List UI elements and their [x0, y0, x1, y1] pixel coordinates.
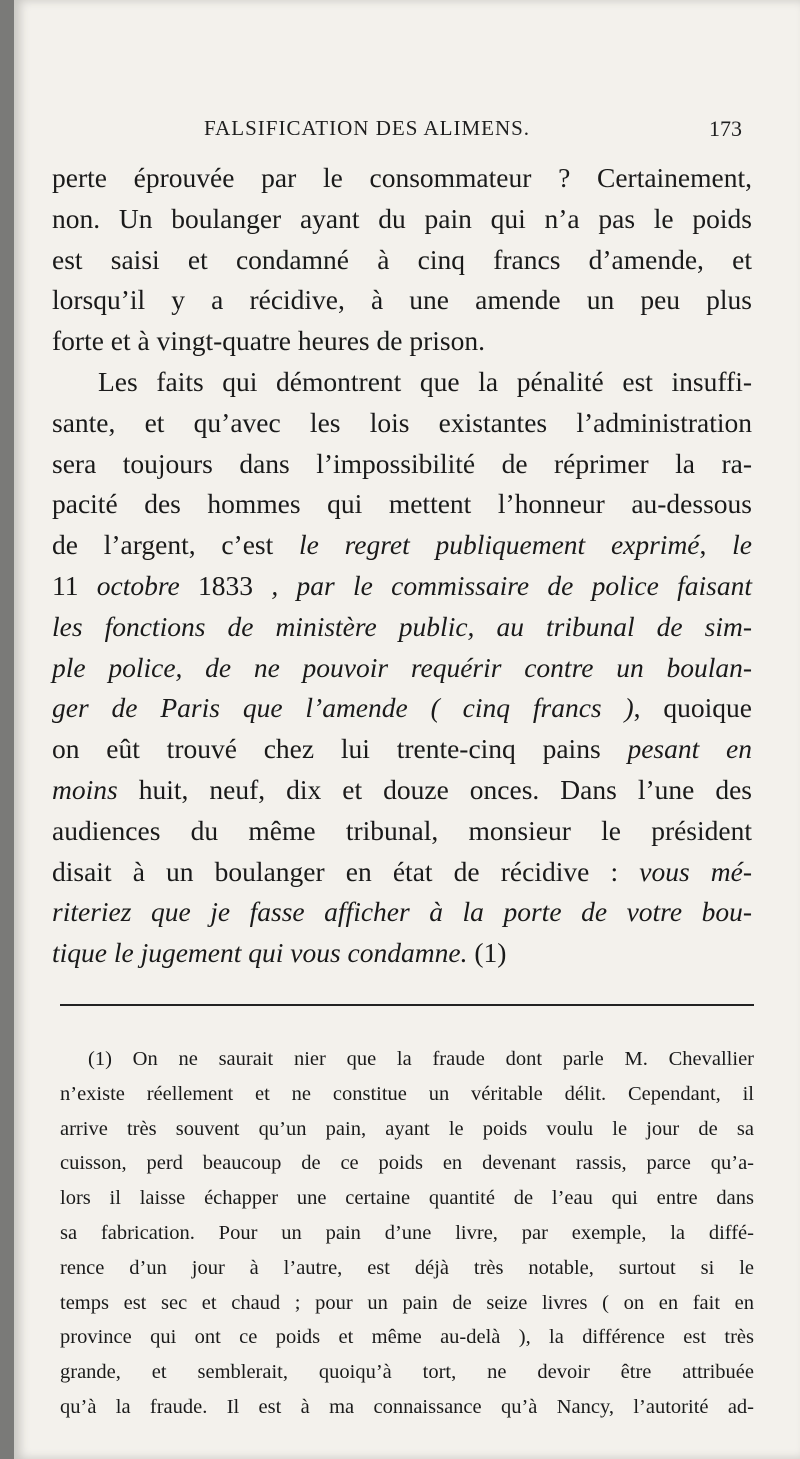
running-title: FALSIFICATION DES ALIMENS.	[204, 116, 531, 140]
text-line: sera toujours dans l’impossibilité de réprimer la ra-	[52, 447, 752, 479]
italic-quote: octobre	[96, 569, 180, 601]
italic-quote: le regret publiquement exprimé	[299, 529, 700, 561]
page-header	[14, 116, 800, 150]
text-run: de l’argent, c’est	[52, 529, 299, 561]
text-run: huit, neuf, dix et douze onces. Dans l’une des	[117, 773, 752, 805]
italic-quote: le	[732, 529, 752, 561]
text-run: disait à un boulanger en état de récidive :	[52, 855, 640, 887]
footnote-line: arrive très souvent qu’un pain, ayant le poids voulu le jour de sa	[60, 1117, 754, 1140]
italic-quote: ger de Paris que l’amende ( cinq francs )	[52, 692, 634, 724]
text-line: pacité des hommes qui mettent l’honneur au-dessous	[52, 488, 752, 520]
main-text	[52, 158, 752, 974]
text-line: perte éprouvée par le consommateur ? Certainement,	[52, 162, 752, 193]
text-line	[52, 770, 752, 811]
italic-quote: moins	[52, 773, 118, 805]
footnote-line: (1) On ne saurait nier que la fraude dont parle M. Chevallier	[88, 1048, 754, 1070]
text-line: audiences du même tribunal, monsieur le président	[52, 814, 752, 846]
footnote-line: grande, et semblerait, quoiqu’à tort, ne devoir être attribuée	[60, 1361, 754, 1384]
text-line: lorsqu’il y a récidive, à une amende un peu plus	[52, 284, 752, 316]
text-line: forte et à vingt-quatre heures de prison.	[52, 325, 485, 357]
text-line	[52, 688, 752, 729]
footnote	[60, 1042, 754, 1425]
italic-quote: pesant en	[627, 733, 752, 765]
text-line: Les faits qui démontrent que la pénalité est insuffi-	[98, 365, 752, 397]
text-line: les fonctions de ministère public, au tribunal de sim-	[52, 610, 752, 642]
footnote-line: temps est sec et chaud ; pour un pain de seize livres ( on en fait en	[60, 1291, 754, 1314]
text-line: sante, et qu’avec les lois existantes l’administration	[52, 406, 752, 438]
text-run: , quoique	[633, 692, 752, 724]
italic-quote: tique le jugement qui vous condamne.	[52, 937, 468, 969]
text-line: ple police, de ne pouvoir requérir contre un boulan-	[52, 651, 752, 683]
text-line	[52, 933, 752, 974]
italic-quote: vous mé-	[639, 855, 752, 887]
book-page	[14, 0, 800, 1459]
text-line: est saisi et condamné à cinq francs d’amende, et	[52, 243, 752, 275]
footnote-line: rence d’un jour à l’autre, est déjà très notable, surtout si le	[60, 1256, 754, 1279]
text-run: 11	[52, 569, 97, 601]
page-number: 173	[709, 116, 742, 141]
text-run: on eût trouvé chez lui trente-cinq pains	[52, 733, 628, 765]
text-run: ,	[699, 529, 733, 561]
text-line	[52, 525, 752, 566]
footnote-reference: (1)	[467, 937, 507, 969]
text-line	[52, 852, 752, 893]
text-line: riteriez que je fasse afficher à la porte de votre bou-	[52, 896, 752, 928]
footnote-line: qu’à la fraude. Il est à ma connaissance qu’à Nancy, l’autorité ad-	[60, 1395, 754, 1418]
footnote-line: lors il laisse échapper une certaine quantité de l’eau qui entre dans	[60, 1187, 754, 1210]
text-run: 1833	[179, 569, 272, 601]
text-line	[52, 729, 752, 770]
text-line	[52, 566, 752, 607]
footnote-line: sa fabrication. Pour un pain d’une livre, par exemple, la diffé-	[60, 1221, 754, 1244]
text-line: non. Un boulanger ayant du pain qui n’a pas le poids	[52, 202, 752, 234]
footnote-line: n’existe réellement et ne constitue un véritable délit. Cependant, il	[60, 1082, 754, 1105]
footnote-line: province qui ont ce poids et même au-delà ), la différence est très	[60, 1326, 754, 1349]
italic-quote: , par le commissaire de police faisant	[271, 569, 753, 601]
footnote-separator	[60, 1004, 754, 1006]
footnote-line: cuisson, perd beaucoup de ce poids en devenant rassis, parce qu’a-	[60, 1152, 754, 1175]
